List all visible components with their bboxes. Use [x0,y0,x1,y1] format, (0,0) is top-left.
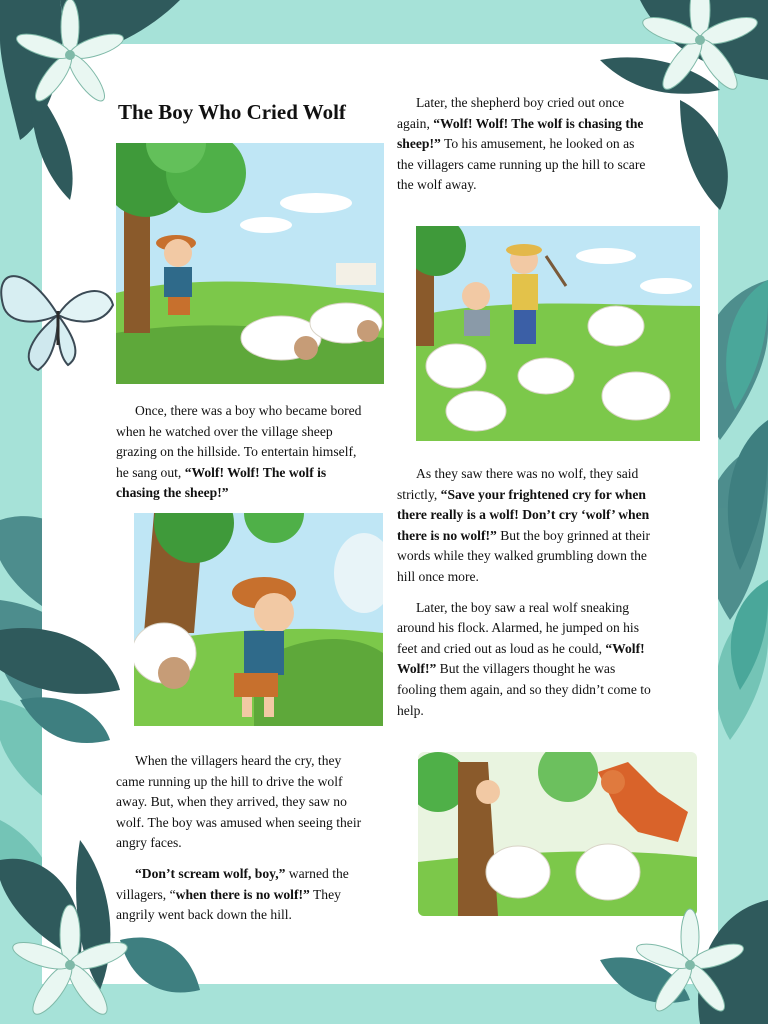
paragraph-3-bold-1: “Don’t scream wolf, boy,” [135,865,286,881]
page-title: The Boy Who Cried Wolf [118,100,346,124]
left-column [116,401,372,504]
illustration-real-wolf [418,752,697,916]
illustration-villagers-arrive [416,226,700,441]
illustration-boy-shouting [134,513,383,726]
paragraph-1-text: Once, there was a boy who became bored when he watched over the village sheep grazing on the hillside. To entertain himself, he sang out, [116,403,362,480]
paragraph-3-text-2: They angrily went back down the hill. [116,886,341,923]
paragraph-2 [116,751,372,854]
paragraph-3-bold-2: when there is no wolf!” [175,886,310,902]
paragraph-5-bold: “Save your frightened cry for when there really is a wolf! Don’t cry ‘wolf’ when there is no wolf!” [397,486,650,543]
paragraph-5-text-1: As they saw there was no wolf, they said strictly, [397,466,639,502]
paragraph-6 [397,598,653,722]
paragraph-5-text-2: But the boy grinned at their words while they walked grumbling down the hill once more. [397,527,651,584]
right-column-lower [397,464,653,721]
paragraph-4-text-2: To his amusement, he looked on as the villagers came running up the hill to scare the wolf away. [397,136,646,193]
paragraph-5 [397,464,653,588]
paragraph-6-text-2: But the villagers thought he was fooling them again, and so they didn’t come to help. [397,661,651,718]
paragraph-2-text: When the villagers heard the cry, they came running up the hill to drive the wolf away. But, when they arrived, they saw no wolf. The boy was amused when seeing their angry faces. [116,753,362,851]
paragraph-1-bold: “Wolf! Wolf! The wolf is chasing the sheep!” [116,464,327,501]
paragraph-4 [397,93,653,196]
paragraph-4-bold: “Wolf! Wolf! The wolf is chasing the sheep!” [397,115,644,152]
right-column [397,93,653,196]
paragraph-1 [116,401,372,504]
left-column-lower [116,751,372,926]
illustration-boy-under-tree [116,143,384,384]
paragraph-3-text-1: warned the villagers, “ [116,865,349,902]
paragraph-3 [116,864,372,926]
paragraph-6-text-1: Later, the boy saw a real wolf sneaking around his flock. Alarmed, he jumped on his feet and cried out as loud as he could, [397,599,639,656]
paragraph-4-text-1: Later, the shepherd boy cried out once again, [397,95,625,131]
paragraph-6-bold: “Wolf! Wolf!” [397,640,645,677]
